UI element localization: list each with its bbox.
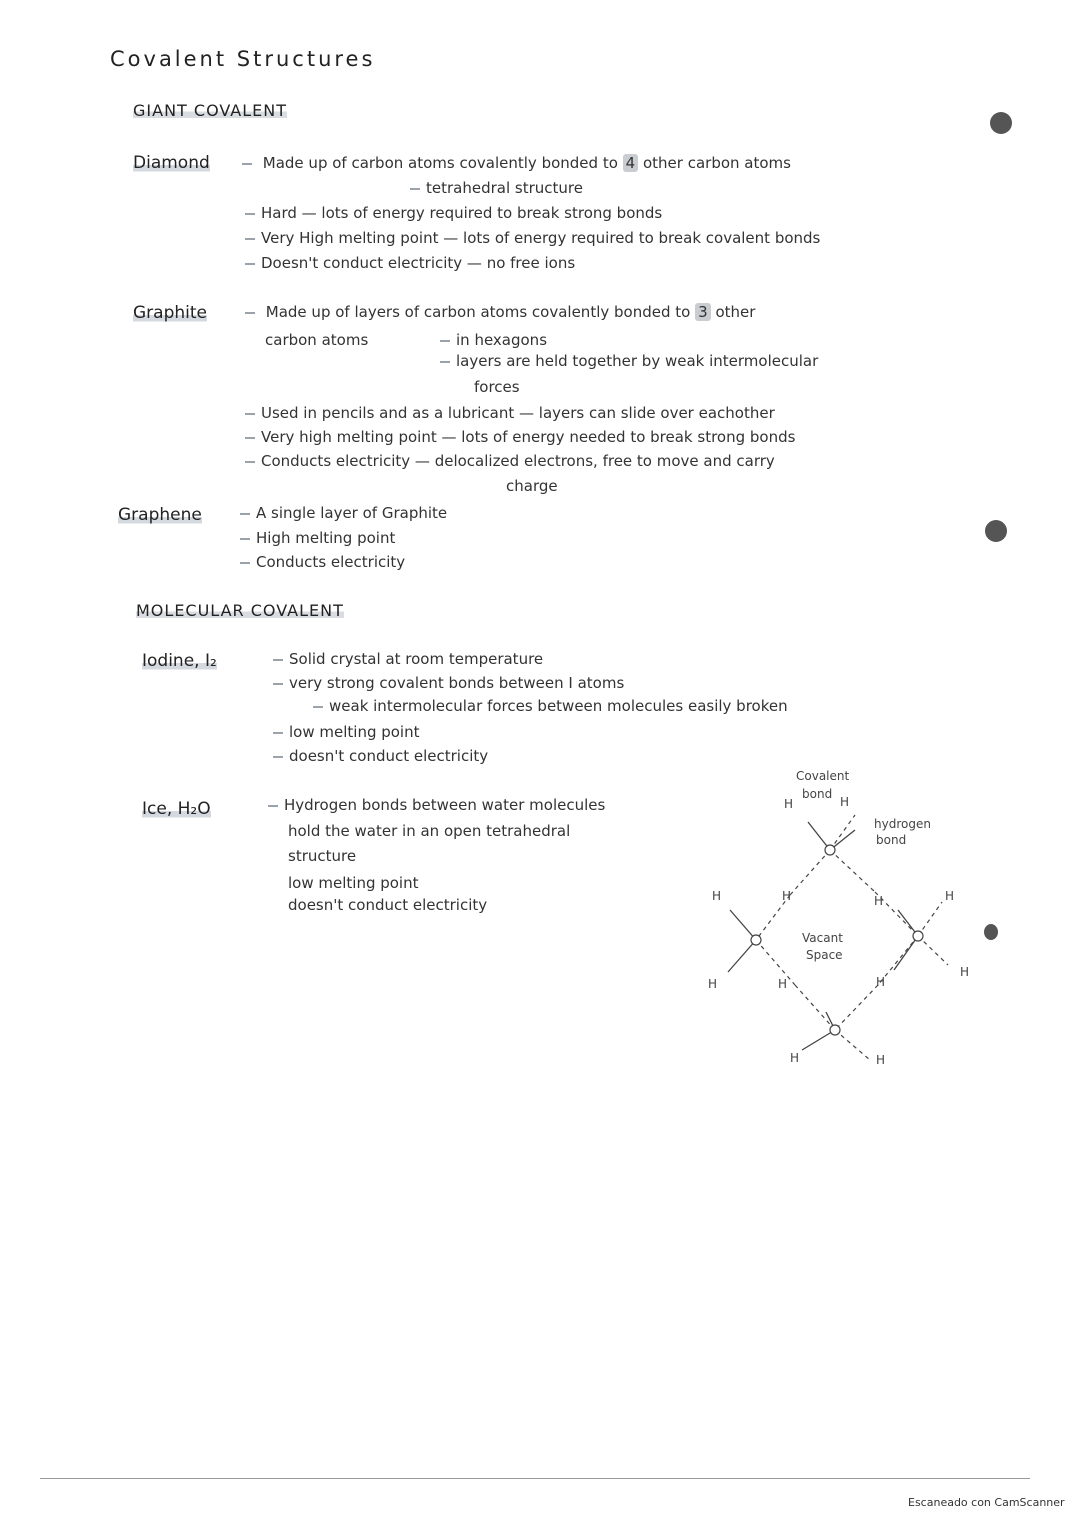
hydrogen-bond-line (918, 936, 948, 965)
ice-line-1: Hydrogen bonds between water molecules (268, 796, 605, 814)
graphite-line-8: charge (506, 477, 558, 495)
oxygen-atom (830, 1025, 840, 1035)
graphene-line-3: Conducts electricity (240, 553, 405, 571)
hydrogen-label: hydrogen (874, 817, 931, 831)
term-iodine: Iodine, I₂ (142, 651, 217, 671)
h-atom: H (876, 975, 886, 989)
graphite-line-6: Very high melting point — lots of energy needed to break strong bonds (245, 428, 795, 446)
h-atom: H (960, 965, 970, 979)
diamond-line-3: Hard — lots of energy required to break strong bonds (245, 204, 662, 222)
graphite-line-1: Made up of layers of carbon atoms covalently bonded to 3 other (245, 303, 755, 321)
bottom-rule (40, 1478, 1030, 1479)
iodine-line-4: low melting point (273, 723, 420, 741)
covalent-label: Covalent (796, 769, 850, 783)
oxygen-atom (751, 935, 761, 945)
h-atom: H (876, 1053, 886, 1067)
term-diamond: Diamond (133, 153, 210, 173)
ink-mark (990, 112, 1012, 134)
hydrogen-bond-label: bond (876, 833, 907, 847)
vacant-label: Vacant (802, 931, 843, 945)
diamond-line-2: tetrahedral structure (410, 179, 583, 197)
graphene-line-2: High melting point (240, 529, 395, 547)
hydrogen-bond-line (756, 940, 795, 985)
covalent-bond-line (730, 910, 756, 940)
hydrogen-bond-line (835, 1030, 870, 1060)
graphite-number: 3 (695, 303, 711, 321)
ink-mark (985, 520, 1007, 542)
hydrogen-bond-line (830, 850, 875, 892)
graphite-line-2b: in hexagons (440, 331, 547, 349)
iodine-line-5: doesn't conduct electricity (273, 747, 488, 765)
h-atom: H (712, 889, 722, 903)
iodine-line-2: very strong covalent bonds between I atoms (273, 674, 624, 692)
iodine-line-3: weak intermolecular forces between molecules easily broken (313, 697, 788, 715)
graphite-line-3: layers are held together by weak intermolecular (440, 352, 818, 370)
diamond-line-5: Doesn't conduct electricity — no free ions (245, 254, 575, 272)
term-graphite: Graphite (133, 303, 207, 323)
bond-label: bond (802, 787, 833, 801)
hydrogen-bond-line (795, 985, 835, 1030)
term-ice: Ice, H₂O (142, 799, 211, 819)
ice-line-3: structure (288, 847, 357, 865)
graphene-line-1: A single layer of Graphite (240, 504, 447, 522)
hydrogen-bond-line (835, 985, 878, 1030)
graphite-line-4: forces (474, 378, 520, 396)
oxygen-atom (913, 931, 923, 941)
graphite-line-5: Used in pencils and as a lubricant — layers can slide over eachother (245, 404, 775, 422)
iodine-line-1: Solid crystal at room temperature (273, 650, 543, 668)
ink-mark (984, 924, 998, 940)
covalent-bond-line (728, 940, 756, 972)
space-label: Space (806, 948, 843, 962)
graphite-line-2: carbon atoms (265, 331, 369, 349)
page-title: Covalent Structures (110, 47, 376, 71)
diamond-number: 4 (623, 154, 639, 172)
oxygen-atom (825, 845, 835, 855)
graphite-line-7: Conducts electricity — delocalized electrons, free to move and carry (245, 452, 775, 470)
section-heading-giant: GIANT COVALENT (133, 101, 288, 120)
ice-structure-diagram (690, 760, 990, 1080)
covalent-bond-line (894, 936, 918, 970)
section-heading-molecular: MOLECULAR COVALENT (136, 601, 344, 620)
term-graphene: Graphene (118, 505, 202, 525)
scanner-watermark: Escaneado con CamScanner (908, 1496, 1065, 1509)
hydrogen-bond-line (918, 902, 942, 936)
hydrogen-bond-line (790, 850, 830, 895)
covalent-bond-line (802, 1030, 835, 1050)
h-atom: H (784, 797, 794, 811)
h-atom: H (782, 889, 792, 903)
ice-line-5: doesn't conduct electricity (288, 896, 488, 914)
ice-line-2: hold the water in an open tetrahedral (288, 822, 571, 840)
diamond-line-4: Very High melting point — lots of energy required to break covalent bonds (245, 229, 820, 247)
h-atom: H (840, 795, 850, 809)
ice-line-4: low melting point (288, 874, 419, 892)
h-atom: H (945, 889, 955, 903)
h-atom: H (708, 977, 718, 991)
h-atom: H (778, 977, 788, 991)
h-atom: H (790, 1051, 800, 1065)
h-atom: H (874, 894, 884, 908)
diamond-line-1: Made up of carbon atoms covalently bonded to 4 other carbon atoms (242, 154, 791, 172)
